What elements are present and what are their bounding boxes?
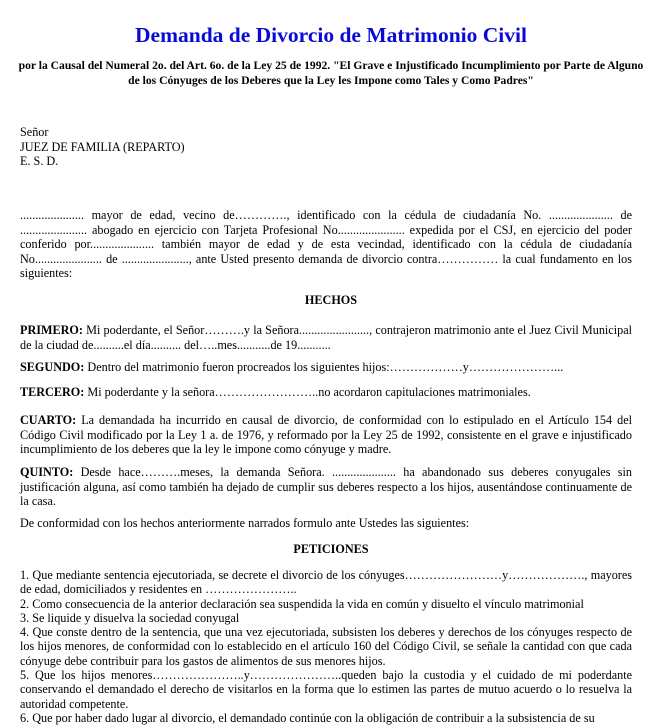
hecho-cuarto — [20, 413, 632, 457]
document-title: Demanda de Divorcio de Matrimonio Civil — [135, 23, 527, 47]
hecho-text: La demandada ha incurrido en causal de divorcio, de conformidad con lo estipulado en el Artículo 154 del Código Civil modificado por la Ley 1 a. de 1976, y reformado por la Ley 25 de 1992, consistente en el grave e injustificado incumplimiento de los deberes que la ley le impone como cónyuge y madre. — [20, 413, 632, 457]
hecho-text: Dentro del matrimonio fueron procreados los siguientes hijos:………………y…………………... — [84, 360, 564, 374]
hecho-label: PRIMERO: — [20, 323, 83, 337]
addressee-closing: E. S. D. — [20, 154, 59, 168]
document-subtitle: por la Causal del Numeral 2o. del Art. 6o. de la Ley 25 de 1992. "El Grave e Injustificado Incumplimiento por Parte de Alguno de los Cónyuges de los Deberes que la Ley les Impone como Tales y Como Padres" — [18, 59, 644, 87]
hecho-text: Mi poderdante, el Señor……….y la Señora......................., contrajeron matrimonio ante el Juez Civil Municipal de la ciudad de..........el día.......... del…..mes...........de 19........... — [20, 323, 632, 352]
hechos-heading: HECHOS — [304, 293, 358, 307]
hecho-text: Desde hace……….meses, la demanda Señora. ..................... ha abandonado sus deberes conyugales sin justificación alguna, así como también ha dejado de cumplir sus deberes respecto a los hijos, ausentándose continuamente de la casa. — [20, 465, 632, 509]
hecho-text: Mi poderdante y la señora……………………..no acordaron capitulaciones matrimoniales. — [84, 385, 531, 399]
hecho-label: CUARTO: — [20, 413, 77, 427]
hecho-label: TERCERO: — [20, 385, 85, 399]
intro-paragraph: ..................... mayor de edad, vecino de…………., identificado con la cédula de ciudadanía No. ..................... de ...................... abogado en ejercicio con Tarjeta Profesional No...................... expedida por el CSJ, en ejercicio del poder conferido por..................... también mayor de edad y de esta vecindad, identificado con la cédula de ciudadanía No...................... de ......................, ante Usted presento demanda de divorcio contra…………… la cual fundamento en los siguientes: — [20, 208, 632, 281]
peticiones-list — [20, 568, 632, 725]
hecho-tercero — [20, 385, 632, 400]
hecho-segundo — [20, 360, 632, 375]
hecho-primero — [20, 323, 632, 352]
peticiones-heading: PETICIONES — [293, 542, 369, 556]
peticion-item: 1. Que mediante sentencia ejecutoriada, se decrete el divorcio de los cónyuges……………………y………………., mayores de edad, domiciliados y residentes en ………………….. — [20, 568, 632, 597]
peticion-item: 2. Como consecuencia de la anterior declaración sea suspendida la vida en común y disuelto el vínculo matrimonial — [20, 596, 584, 611]
peticion-item: 5. Que los hijos menores…………………..y…………………..queden bajo la custodia y el cuidado de mi poderdante conservando el demandado el derecho de visitarlos en la forma que lo estimen las partes de mutuo acuerdo o lo resuelva la autoridad competente. — [20, 668, 632, 711]
hecho-quinto — [20, 465, 632, 509]
addressee-name: JUEZ DE FAMILIA (REPARTO) — [20, 139, 185, 154]
addressee-block — [20, 125, 185, 169]
hecho-label: QUINTO: — [20, 465, 74, 479]
addressee-salutation: Señor — [20, 125, 49, 139]
conformidad-paragraph: De conformidad con los hechos anteriormente narrados formulo ante Ustedes las siguientes: — [20, 516, 470, 530]
peticion-item: 4. Que conste dentro de la sentencia, que una vez ejecutoriada, subsisten los deberes y derechos de los cónyuges respecto de los hijos menores, de conformidad con lo establecido en el artículo 160 del Código Civil, se señale la cantidad con que cada cónyuge debe contribuir para los gastos de alimentos de sus menores hijos. — [20, 625, 632, 668]
peticion-item: 3. Se liquide y disuelva la sociedad conyugal — [20, 610, 240, 625]
peticion-item: 6. Que por haber dado lugar al divorcio, el demandado continúe con la obligación de contribuir a la subsistencia de su — [20, 710, 595, 725]
hecho-label: SEGUNDO: — [20, 360, 85, 374]
